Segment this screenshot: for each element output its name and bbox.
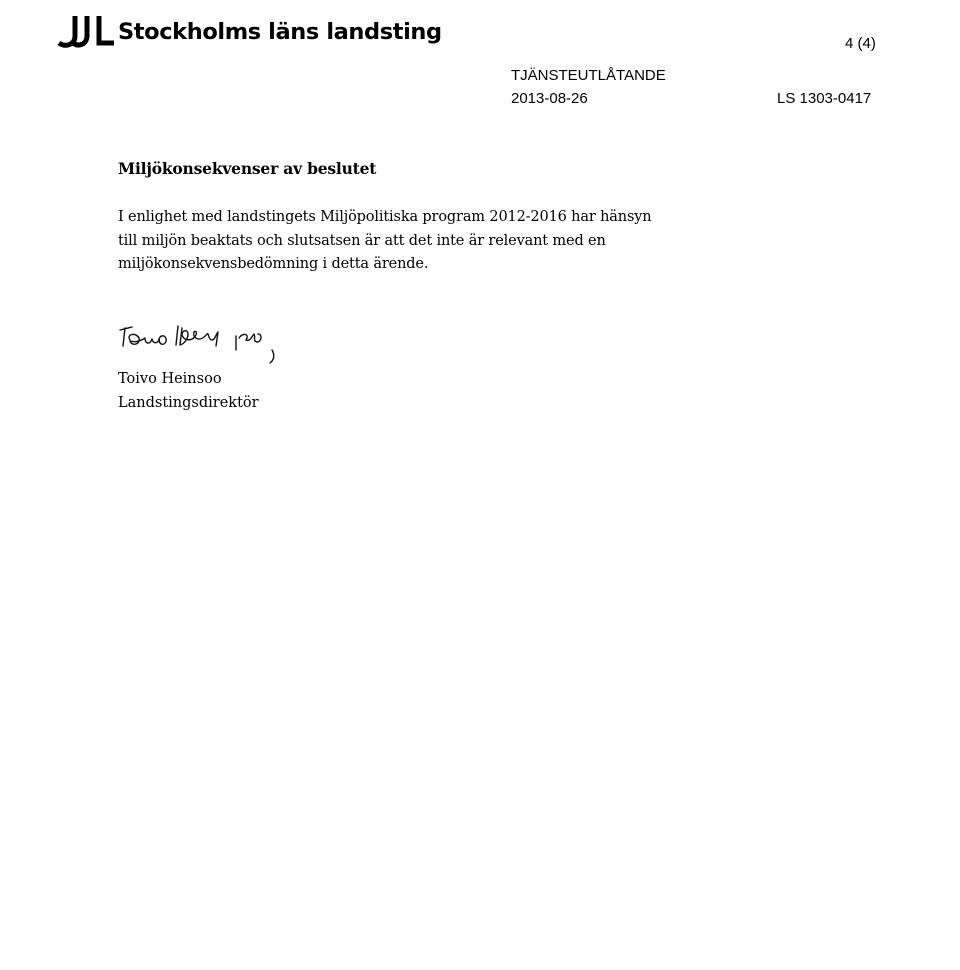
signer-name: Toivo Heinsoo	[118, 371, 222, 387]
paragraph-line: miljökonsekvensbedömning i detta ärende.	[118, 256, 429, 272]
document-type: TJÄNSTEUTLÅTANDE	[511, 67, 666, 84]
section-heading: Miljökonsekvenser av beslutet	[118, 159, 377, 178]
paragraph-line: till miljön beaktats och slutsatsen är att det inte är relevant med en	[118, 232, 606, 249]
organization-logo-icon	[56, 12, 116, 48]
handwritten-signature	[112, 322, 322, 378]
document-date: 2013-08-26	[511, 90, 588, 107]
page-number: 4 (4)	[845, 35, 876, 52]
signer-title: Landstingsdirektör	[118, 395, 259, 411]
paragraph-line: I enlighet med landstingets Miljöpolitiska program 2012-2016 har hänsyn	[118, 209, 652, 225]
document-reference: LS 1303-0417	[777, 90, 872, 107]
organization-name: Stockholms läns landsting	[118, 19, 442, 45]
section-paragraph	[118, 206, 738, 277]
